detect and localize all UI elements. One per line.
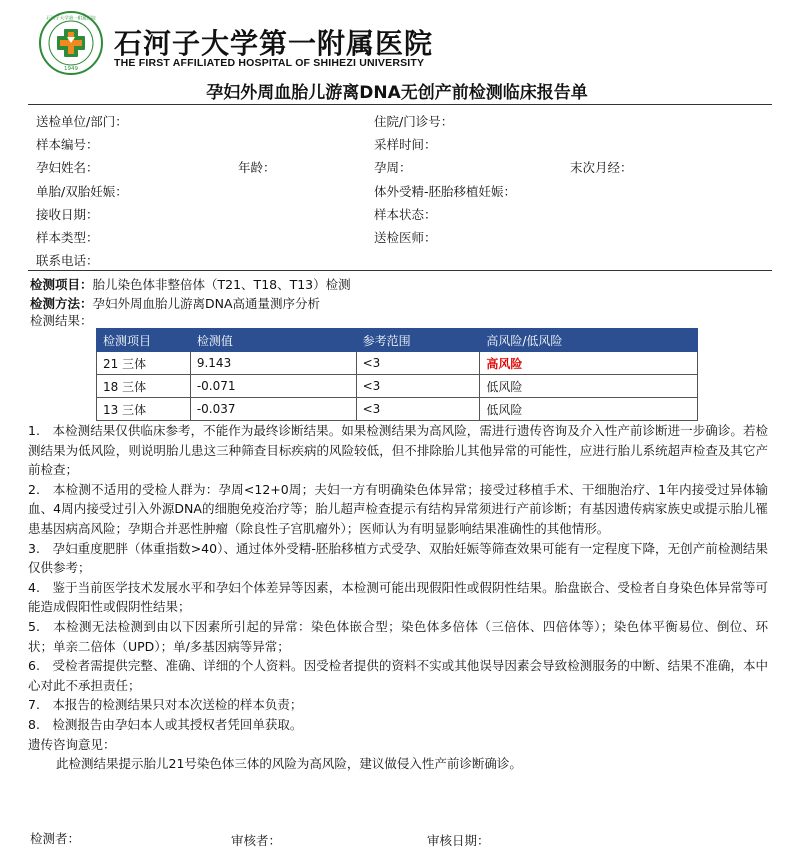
row-range: <3 (356, 375, 480, 398)
row-item: 21 三体 (97, 352, 191, 375)
test-item (30, 275, 351, 293)
receive-date-label: 接收日期： (36, 207, 99, 222)
counsel-text: 此检测结果提示胎儿21号染色体三体的风险为高风险，建议做侵入性产前诊断确诊。 (56, 756, 522, 772)
hospital-logo (38, 10, 104, 76)
row-value: 9.143 (190, 352, 356, 375)
ivf-label: 体外受精-胚胎移植妊娠： (374, 184, 517, 199)
note-item: 1. 本检测结果仅供临床参考，不能作为最终诊断结果。如果检测结果为高风险，需进行遗传咨询及介入性产前诊断进一步确诊。若检测结果为低风险，则说明胎儿患这三种筛查目标疾病的风险较低，但不排除胎儿其他异常的可能性，应进行胎儿系统超声检查及其它产前检查； (28, 423, 768, 478)
counsel-label: 遗传咨询意见： (28, 736, 116, 752)
table-row (97, 352, 698, 375)
hospital-name-cn: 石河子大学第一附属医院 (114, 27, 434, 60)
results-table (96, 328, 698, 421)
sample-no-label: 样本编号： (36, 137, 99, 152)
review-date-label: 审核日期： (427, 833, 490, 848)
phone-label: 联系电话： (36, 253, 99, 268)
note-item: 6. 受检者需提供完整、准确、详细的个人资料。因受检者提供的资料不实或其他误导因素会导致检测服务的中断、结果不准确，本中心对此不承担责任； (28, 658, 768, 693)
row-range: <3 (356, 398, 480, 421)
sample-type-label: 样本类型： (36, 230, 99, 245)
header-divider (28, 104, 772, 105)
test-method (30, 294, 320, 312)
logo-year: 1949 (64, 66, 78, 72)
notes-section (28, 421, 768, 774)
row-item: 18 三体 (97, 375, 191, 398)
table-row (97, 398, 698, 421)
test-item-value: 胎儿染色体非整倍体（T21、T18、T13）检测 (92, 277, 351, 292)
info-divider (28, 270, 772, 271)
row-item: 13 三体 (97, 398, 191, 421)
gest-week-label: 孕周： (374, 160, 412, 175)
doctor-label: 送检医师： (374, 230, 437, 245)
age-label: 年龄： (238, 160, 276, 175)
col-header-item: 检测项目 (97, 329, 191, 352)
note-item: 7. 本报告的检测结果只对本次送检的样本负责； (28, 697, 303, 713)
test-item-label: 检测项目： (30, 277, 93, 292)
row-risk: 低风险 (480, 398, 698, 421)
col-header-value: 检测值 (190, 329, 356, 352)
test-result-label: 检测结果： (30, 313, 93, 328)
note-item: 8. 检测报告由孕妇本人或其授权者凭回单获取。 (28, 716, 303, 732)
row-risk-high: 高风险 (480, 352, 698, 375)
row-range: <3 (356, 352, 480, 375)
singleton-label: 单胎/双胎妊娠： (36, 184, 128, 199)
unit-label: 送检单位/部门： (36, 114, 128, 129)
note-item: 2. 本检测不适用的受检人群为：孕周<12+0周；夫妇一方有明确染色体异常；接受过移植手术、干细胞治疗、1年内接受过异体输血、4周内接受过引入外源DNA的细胞免疫治疗等；胎儿超声检查提示有结构异常须进行产前诊断；有基因遗传病家族史或提示胎儿罹患基因病高风险；孕期合并恶性肿瘤（除良性子宫肌瘤外）；医师认为有明显影响结果准确性的其他情形。 (28, 481, 768, 536)
hospital-name-en: THE FIRST AFFILIATED HOSPITAL OF SHIHEZI UNIVERSITY (114, 57, 425, 69)
note-item: 4. 鉴于当前医学技术发展水平和孕妇个体差异等因素，本检测可能出现假阳性或假阴性结果。胎盘嵌合、受检者自身染色体异常等可能造成假阳性或假阴性结果； (28, 579, 768, 615)
row-value: -0.037 (190, 398, 356, 421)
table-header-row (97, 329, 698, 352)
col-header-risk: 高风险/低风险 (480, 329, 698, 352)
name-label: 孕妇姓名： (36, 160, 99, 175)
note-item: 3. 孕妇重度肥胖（体重指数>40）、通过体外受精-胚胎移植方式受孕、双胎妊娠等筛查效果可能有一定程度下降，无创产前检测结果仅供参考； (28, 540, 768, 576)
table-row (97, 375, 698, 398)
test-method-value: 孕妇外周血胎儿游离DNA高通量测序分析 (92, 296, 321, 311)
report-title: 孕妇外周血胎儿游离DNA无创产前检测临床报告单 (206, 83, 588, 103)
note-item: 5. 本检测无法检测到由以下因素所引起的异常：染色体嵌合型；染色体多倍体（三倍体、四倍体等）；染色体平衡易位、倒位、环状；单亲二倍体（UPD）；单/多基因病等异常； (28, 618, 768, 654)
inpatient-label: 住院/门诊号： (374, 114, 454, 129)
logo-ring-text: 石河子大学第一附属医院 (46, 16, 96, 22)
col-header-range: 参考范围 (356, 329, 480, 352)
row-risk: 低风险 (480, 375, 698, 398)
lmp-label: 末次月经： (570, 160, 633, 175)
test-method-label: 检测方法： (30, 296, 93, 311)
collect-time-label: 采样时间： (374, 137, 437, 152)
reviewer-label: 审核者： (231, 833, 282, 848)
row-value: -0.071 (190, 375, 356, 398)
tester-label: 检测者： (30, 831, 81, 846)
sample-status-label: 样本状态： (374, 207, 437, 222)
